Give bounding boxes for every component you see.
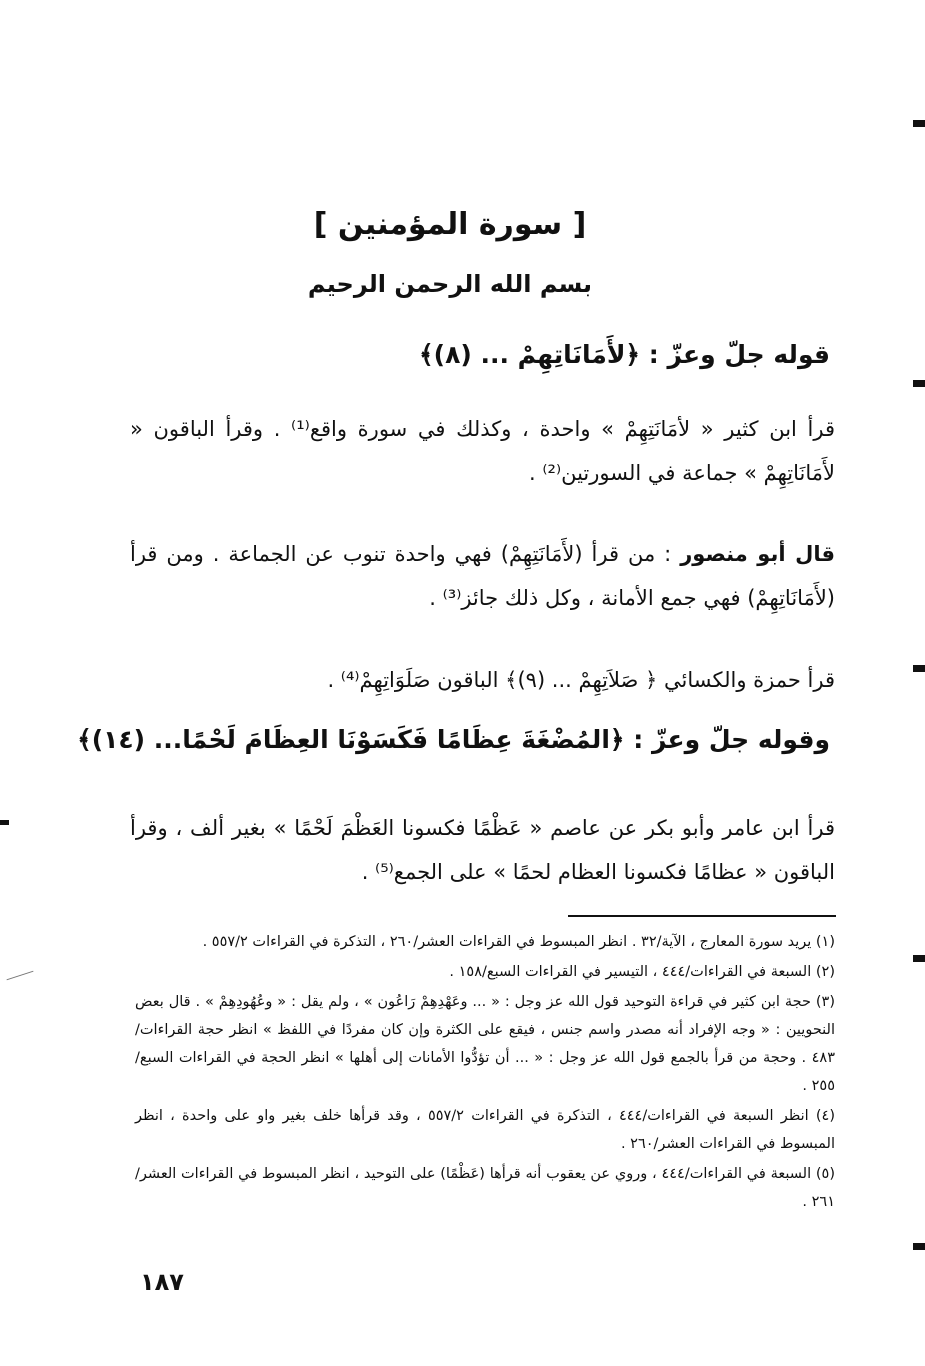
- verse-heading-1: قوله جلّ وعزّ : ﴿لأَمَانَاتِهِمْ ... (٨)﴾: [419, 340, 830, 369]
- footnote-1: (١) يريد سورة المعارج ، الآية/٣٢ . انظر المبسوط في القراءات العشر/٢٦٠ ، التذكرة في القراءات ٥٥٧/٢ .: [202, 934, 835, 950]
- basmala: بسم الله الرحمن الرحيم: [307, 270, 593, 298]
- footnote-4: (٤) انظر السبعة في القراءات/٤٤٤ ، التذكرة في القراءات ٥٥٧/٢ ، وقد قرأها خلف بغير واو على واحدة ، انظر المبسوط في القراءات العشر/٢٦٠ .: [135, 1108, 835, 1152]
- speaker-label: قال أبو منصور: [680, 542, 835, 566]
- footnote-5: (٥) السبعة في القراءات/٤٤٤ ، وروي عن يعقوب أنه قرأها (عَظْمًا) على التوحيد ، انظر المبسوط في القراءات العشر/٢٦١ .: [135, 1166, 835, 1210]
- paragraph-1: قرأ ابن كثير « لأمَانَتِهِمْ » واحدة ، وكذلك في سورة واقع⁽¹⁾ . وقرأ الباقون « لأَمَانَاتِهِمْ » جماعة في السورتين⁽²⁾ .: [130, 417, 836, 485]
- scan-scratch: [7, 971, 34, 981]
- paragraph-4: قرأ ابن عامر وأبو بكر عن عاصم « عَظْمًا فكسونا العَظْمَ لَحْمًا » بغير ألف ، وقرأ الباقون « عظامًا فكسونا العظام لحمًا » على الجمع⁽⁵⁾ .: [130, 816, 835, 884]
- footnotes: [135, 928, 835, 1216]
- footnote-2: (٢) السبعة في القراءات/٤٤٤ ، التيسير في القراءات السبع/١٥٨ .: [449, 964, 835, 980]
- binding-mark: [913, 955, 925, 962]
- page-number: ١٨٧: [140, 1268, 184, 1296]
- paragraph-3: قرأ حمزة والكسائي ﴿ صَلاَتِهِمْ ... (٩)﴾ الباقون صَلَوَاتِهِمْ⁽⁴⁾ .: [327, 668, 835, 692]
- footnote-divider: [568, 915, 836, 917]
- paragraph-2: [130, 532, 835, 620]
- binding-mark: [913, 120, 925, 127]
- paragraph-2-text: : من قرأ (لأَمَانَتِهِمْ) فهي واحدة تنوب عن الجماعة . ومن قرأ (لأَمَانَاتِهِمْ) فهي جمع الأمانة ، وكل ذلك جائز⁽³⁾ .: [130, 542, 835, 610]
- binding-mark: [913, 380, 925, 387]
- binding-mark: [913, 665, 925, 672]
- binding-mark: [0, 820, 9, 825]
- binding-mark: [913, 1243, 925, 1250]
- surah-title: [ سورة المؤمنين ]: [313, 207, 587, 242]
- verse-heading-2: وقوله جلّ وعزّ : ﴿المُضْغَةَ عِظَامًا فَكَسَوْنَا العِظَامَ لَحْمًا... (١٤)﴾: [77, 725, 830, 754]
- footnote-3: (٣) حجة ابن كثير في قراءة التوحيد قول الله عز وجل : « ... وعَهْدِهِمْ رَاعُون » ، ولم يقل : « وعُهُودِهِمْ » . قال بعض النحويين : « وجه الإفراد أنه مصدر واسم جنس ، فيقع على الكثرة وإن كان مفردًا في اللفظ » انظر حجة القراءات/٤٨٣ . وحجة من قرأ بالجمع قول الله عز وجل : « ... أن تؤدُّوا الأمانات إلى أهلها » انظر الحجة في القراءات السبع/٢٥٥ .: [135, 994, 835, 1094]
